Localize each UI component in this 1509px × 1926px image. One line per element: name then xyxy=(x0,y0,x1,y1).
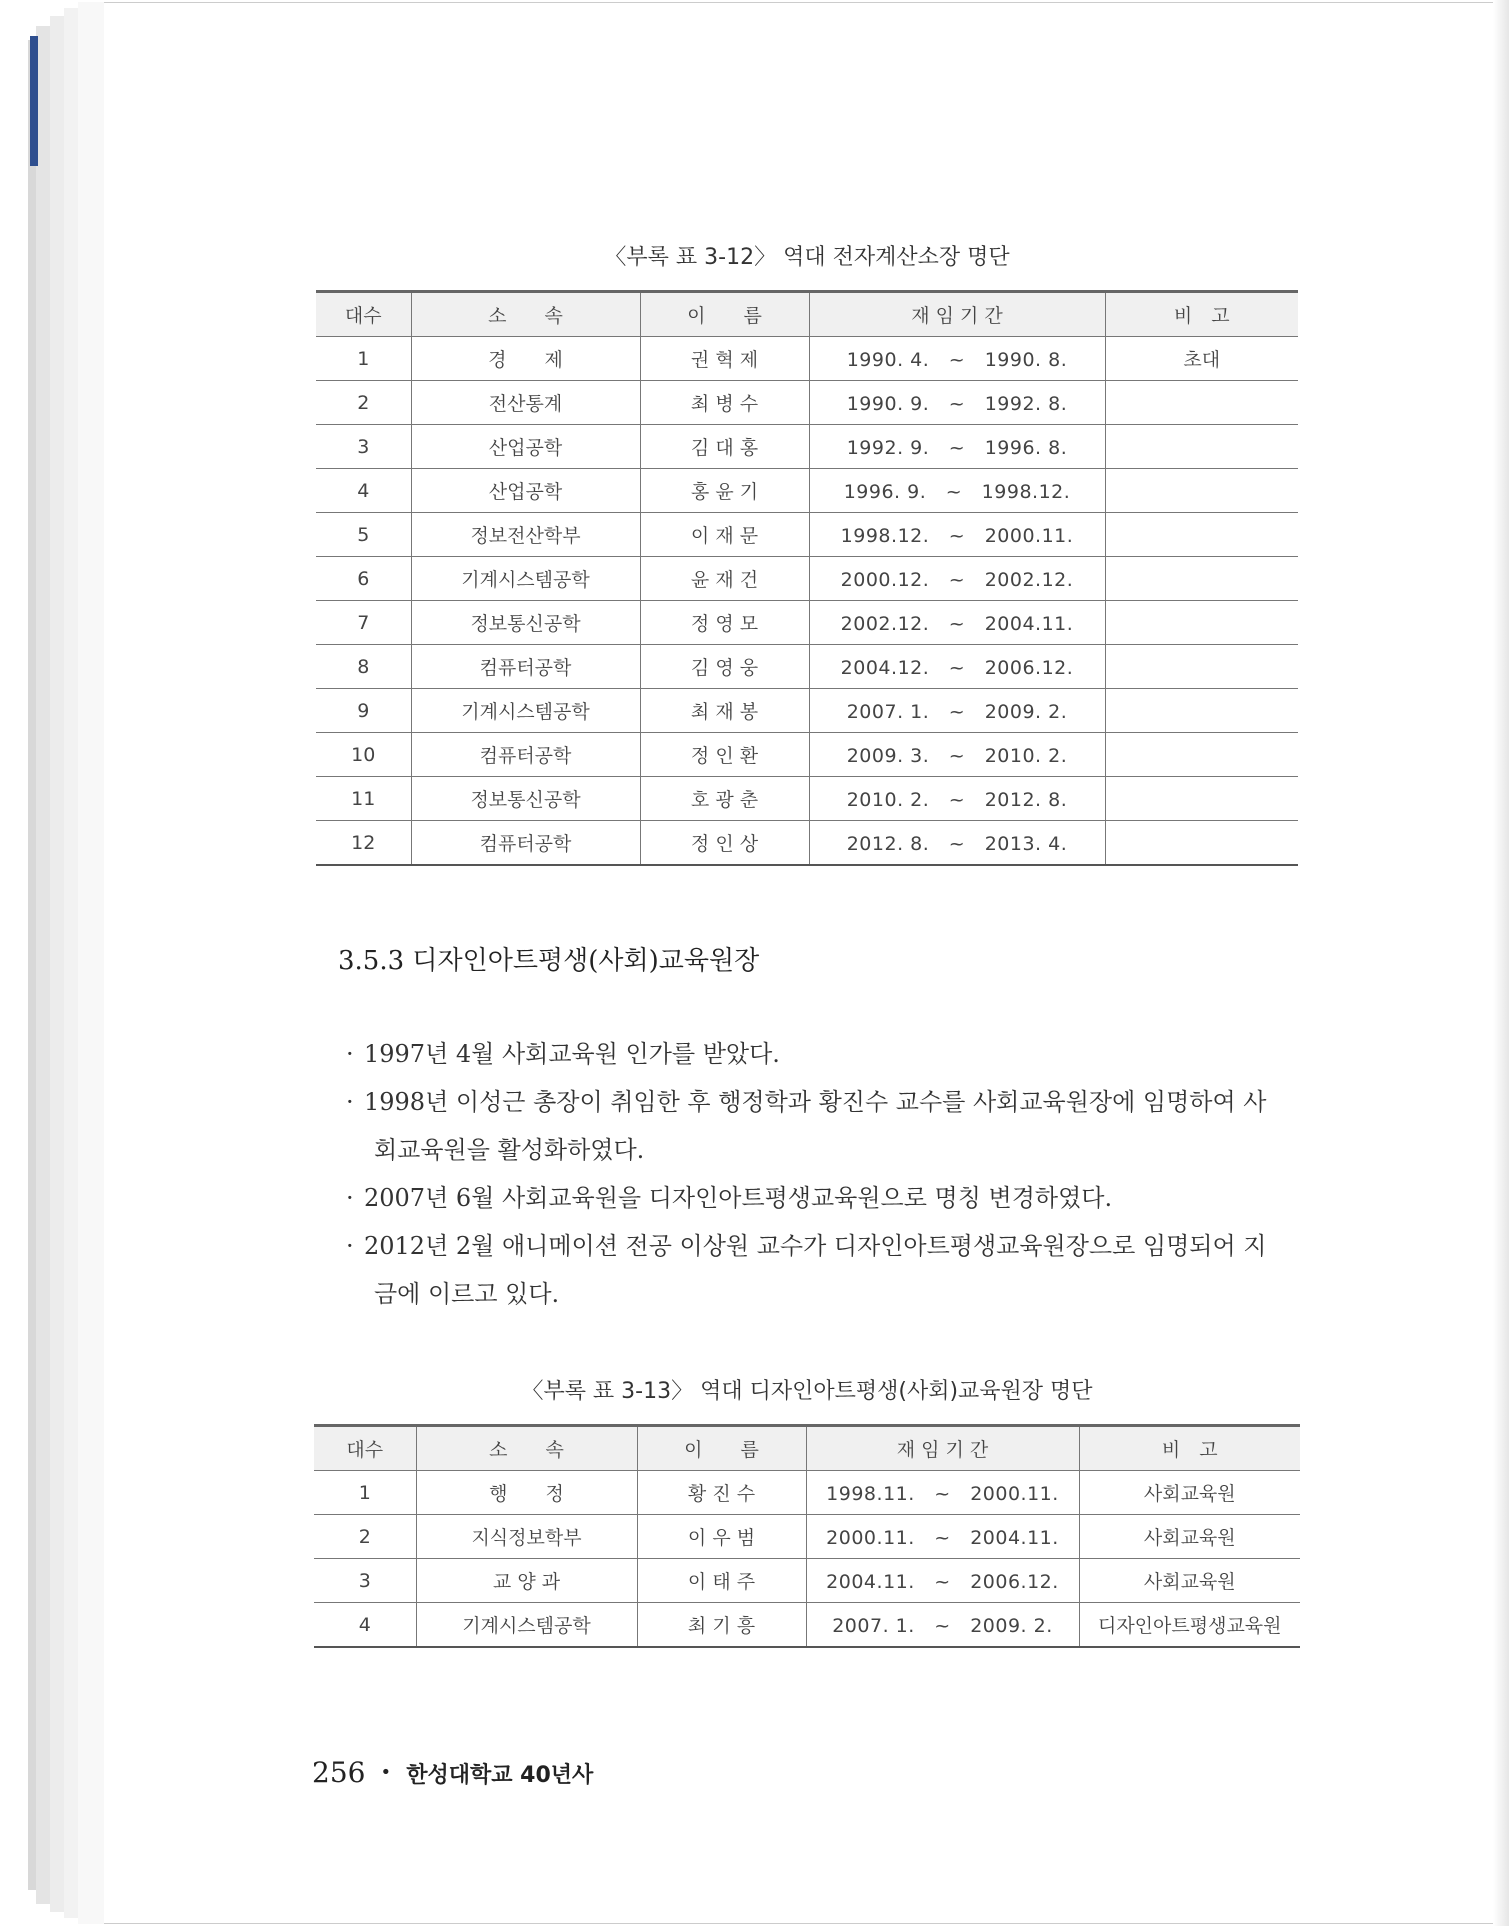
cell-period: 1998.11. ~ 2000.11. xyxy=(806,1471,1079,1515)
book-page-edge xyxy=(64,8,79,1918)
cell-note xyxy=(1105,425,1298,469)
cell-dept: 컴퓨터공학 xyxy=(411,733,640,777)
cell-period: 1998.12. ~ 2000.11. xyxy=(809,513,1105,557)
table-row xyxy=(314,1471,1300,1515)
cell-no: 1 xyxy=(316,337,411,381)
cell-name: 홍 윤 기 xyxy=(640,469,809,513)
cell-name: 최 기 흥 xyxy=(637,1603,806,1648)
cell-dept: 컴퓨터공학 xyxy=(411,645,640,689)
page-number: 256 xyxy=(312,1756,366,1789)
cell-dept: 지식정보학부 xyxy=(416,1515,637,1559)
cell-note xyxy=(1105,469,1298,513)
bullet-text: 1998년 이성근 총장이 취임한 후 행정학과 황진수 교수를 사회교육원장에 임명하여 사 xyxy=(364,1088,1267,1116)
cell-name: 호 광 춘 xyxy=(640,777,809,821)
cell-period: 2009. 3. ~ 2010. 2. xyxy=(809,733,1105,777)
cell-no: 11 xyxy=(316,777,411,821)
book-page-edge xyxy=(78,2,106,1924)
table1-header-row xyxy=(316,292,1298,337)
bullet-text: 2007년 6월 사회교육원을 디자인아트평생교육원으로 명칭 변경하였다. xyxy=(364,1184,1113,1212)
cell-period: 2010. 2. ~ 2012. 8. xyxy=(809,777,1105,821)
cell-name: 김 영 웅 xyxy=(640,645,809,689)
header-name: 이 름 xyxy=(640,292,809,337)
cell-name: 정 영 모 xyxy=(640,601,809,645)
cell-dept: 전산통계 xyxy=(411,381,640,425)
table-row xyxy=(316,425,1298,469)
header-note: 비 고 xyxy=(1079,1426,1300,1471)
cell-note: 사회교육원 xyxy=(1079,1471,1300,1515)
cell-note xyxy=(1105,777,1298,821)
page-shadow xyxy=(1493,0,1509,1926)
cell-period: 2007. 1. ~ 2009. 2. xyxy=(809,689,1105,733)
table-row xyxy=(316,557,1298,601)
cell-name: 이 재 문 xyxy=(640,513,809,557)
cell-note xyxy=(1105,557,1298,601)
cell-period: 2000.12. ~ 2002.12. xyxy=(809,557,1105,601)
cell-period: 2004.12. ~ 2006.12. xyxy=(809,645,1105,689)
cell-period: 1990. 4. ~ 1990. 8. xyxy=(809,337,1105,381)
table-row xyxy=(316,645,1298,689)
section-title: 3.5.3 디자인아트평생(사회)교육원장 xyxy=(338,946,760,976)
page-footer xyxy=(312,1756,593,1789)
cell-no: 8 xyxy=(316,645,411,689)
cell-note xyxy=(1105,689,1298,733)
header-no: 대수 xyxy=(314,1426,416,1471)
header-dept: 소 속 xyxy=(416,1426,637,1471)
cell-no: 3 xyxy=(314,1559,416,1603)
cell-name: 이 태 주 xyxy=(637,1559,806,1603)
cell-note xyxy=(1105,645,1298,689)
cell-name: 정 인 환 xyxy=(640,733,809,777)
header-name: 이 름 xyxy=(637,1426,806,1471)
header-period: 재 임 기 간 xyxy=(806,1426,1079,1471)
cell-name: 윤 재 건 xyxy=(640,557,809,601)
header-note: 비 고 xyxy=(1105,292,1298,337)
cell-dept: 산업공학 xyxy=(411,469,640,513)
header-no: 대수 xyxy=(316,292,411,337)
table-row xyxy=(316,733,1298,777)
cell-note xyxy=(1105,513,1298,557)
bullet-list xyxy=(348,1030,1298,1318)
cell-no: 4 xyxy=(314,1603,416,1648)
cell-name: 최 재 봉 xyxy=(640,689,809,733)
bullet-item xyxy=(348,1078,1298,1174)
cell-dept: 기계시스템공학 xyxy=(411,689,640,733)
cell-period: 1996. 9. ~ 1998.12. xyxy=(809,469,1105,513)
cell-note xyxy=(1105,733,1298,777)
cell-dept: 산업공학 xyxy=(411,425,640,469)
book-page-edge xyxy=(50,16,65,1912)
header-dept: 소 속 xyxy=(411,292,640,337)
bullet-text: 1997년 4월 사회교육원 인가를 받았다. xyxy=(364,1040,780,1068)
cell-note: 디자인아트평생교육원 xyxy=(1079,1603,1300,1648)
cell-period: 2012. 8. ~ 2013. 4. xyxy=(809,821,1105,866)
cell-no: 5 xyxy=(316,513,411,557)
cell-dept: 경 제 xyxy=(411,337,640,381)
table-row xyxy=(314,1603,1300,1648)
bullet-item xyxy=(348,1030,1298,1078)
cell-note xyxy=(1105,821,1298,866)
bullet-text-continued: 금에 이르고 있다. xyxy=(374,1280,560,1308)
cell-no: 4 xyxy=(316,469,411,513)
cell-dept: 정보전산학부 xyxy=(411,513,640,557)
cell-dept: 기계시스템공학 xyxy=(416,1603,637,1648)
cell-no: 2 xyxy=(316,381,411,425)
table-row xyxy=(316,381,1298,425)
table-row xyxy=(316,601,1298,645)
book-spine-accent xyxy=(30,36,38,166)
cell-name: 최 병 수 xyxy=(640,381,809,425)
table2 xyxy=(314,1424,1300,1648)
table-row xyxy=(316,777,1298,821)
cell-dept: 정보통신공학 xyxy=(411,777,640,821)
cell-no: 10 xyxy=(316,733,411,777)
book-page-edge xyxy=(36,26,51,1904)
cell-note: 초대 xyxy=(1105,337,1298,381)
cell-name: 이 우 범 xyxy=(637,1515,806,1559)
cell-period: 2000.11. ~ 2004.11. xyxy=(806,1515,1079,1559)
table-row xyxy=(316,689,1298,733)
cell-period: 2002.12. ~ 2004.11. xyxy=(809,601,1105,645)
cell-dept: 컴퓨터공학 xyxy=(411,821,640,866)
cell-note: 사회교육원 xyxy=(1079,1559,1300,1603)
cell-dept: 기계시스템공학 xyxy=(411,557,640,601)
table-row xyxy=(316,337,1298,381)
cell-name: 김 대 홍 xyxy=(640,425,809,469)
cell-dept: 교 양 과 xyxy=(416,1559,637,1603)
bullet-text: 2012년 2월 애니메이션 전공 이상원 교수가 디자인아트평생교육원장으로 임명되어 지 xyxy=(364,1232,1267,1260)
table-row xyxy=(316,821,1298,866)
cell-no: 9 xyxy=(316,689,411,733)
cell-note xyxy=(1105,381,1298,425)
cell-period: 1992. 9. ~ 1996. 8. xyxy=(809,425,1105,469)
table2-caption: 〈부록 표 3-13〉 역대 디자인아트평생(사회)교육원장 명단 xyxy=(521,1379,1093,1404)
table2-header-row xyxy=(314,1426,1300,1471)
cell-no: 1 xyxy=(314,1471,416,1515)
cell-note: 사회교육원 xyxy=(1079,1515,1300,1559)
cell-no: 2 xyxy=(314,1515,416,1559)
cell-period: 1990. 9. ~ 1992. 8. xyxy=(809,381,1105,425)
cell-name: 권 혁 제 xyxy=(640,337,809,381)
bullet-item xyxy=(348,1174,1298,1222)
cell-period: 2007. 1. ~ 2009. 2. xyxy=(806,1603,1079,1648)
bullet-item xyxy=(348,1222,1298,1318)
cell-no: 12 xyxy=(316,821,411,866)
cell-dept: 정보통신공학 xyxy=(411,601,640,645)
table-row xyxy=(314,1515,1300,1559)
table1-caption: 〈부록 표 3-12〉 역대 전자계산소장 명단 xyxy=(604,245,1010,270)
cell-no: 7 xyxy=(316,601,411,645)
table-row xyxy=(314,1559,1300,1603)
table1 xyxy=(316,290,1298,866)
table-row xyxy=(316,513,1298,557)
cell-note xyxy=(1105,601,1298,645)
header-period: 재 임 기 간 xyxy=(809,292,1105,337)
cell-dept: 행 정 xyxy=(416,1471,637,1515)
cell-no: 3 xyxy=(316,425,411,469)
cell-no: 6 xyxy=(316,557,411,601)
cell-name: 황 진 수 xyxy=(637,1471,806,1515)
cell-name: 정 인 상 xyxy=(640,821,809,866)
cell-period: 2004.11. ~ 2006.12. xyxy=(806,1559,1079,1603)
table-row xyxy=(316,469,1298,513)
bullet-text-continued: 회교육원을 활성화하였다. xyxy=(374,1136,645,1164)
footer-separator: • xyxy=(380,1762,392,1783)
book-title: 한성대학교 40년사 xyxy=(406,1763,594,1788)
